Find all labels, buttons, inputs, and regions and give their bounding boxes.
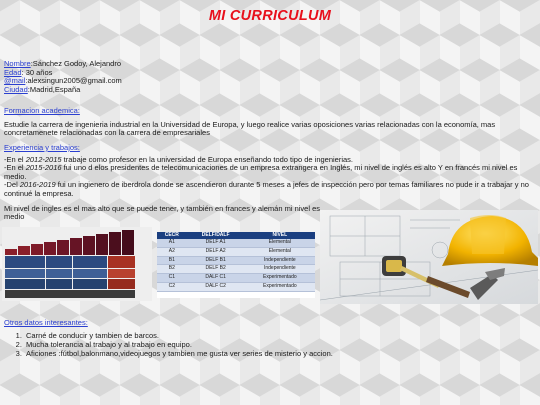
table-row <box>157 239 315 247</box>
table-cell: A2 <box>157 247 187 256</box>
table-cell: DALF C2 <box>187 282 245 291</box>
info-value: :Sánchez Godoy, Alejandro <box>30 59 122 68</box>
list-item: 2. Mucha tolerancia al trabajo y al trabajo en equipo. <box>24 340 333 349</box>
table-row <box>157 274 315 283</box>
work-item-text: fui uno d elos presidentes de telecomunicaciones de un empresa extrangera en Inglés, mi nivel de inglés es alto Y en francés mi nivel es medio. <box>4 163 518 181</box>
table-row <box>157 265 315 274</box>
table-cell: B1 <box>157 256 187 265</box>
work-item-text: trabaje como profesor en la universidad de Europa enseñando todo tipo de ingenierias. <box>61 155 354 164</box>
image-row <box>2 224 538 304</box>
personal-info <box>4 60 122 95</box>
table-header: NIVEL <box>245 232 315 239</box>
table-header: CECR <box>157 232 187 239</box>
info-value: :Madrid,España <box>27 85 81 95</box>
work-item-years: 2012-2015 <box>25 155 62 164</box>
work-item-prefix: -En el <box>4 163 26 173</box>
work-heading: Experiencia y trabajos: <box>4 143 80 152</box>
info-label: Edad <box>4 67 22 77</box>
table-cell: Independiente <box>245 265 315 274</box>
work-item-years: 2015-2016 <box>25 163 62 173</box>
table-cell: Elemental <box>245 239 315 247</box>
table-cell: C2 <box>157 282 187 291</box>
language-levels-image <box>2 227 152 301</box>
info-label: Nombre <box>4 59 31 68</box>
education-text: Estudie la carrera de ingenieria industrial en la Universidad de Europa, y luego realice varias oposiciones varias relacionadas con la economía, mas concretamenete relacionadas con la carrera de empresariales <box>4 120 496 138</box>
cefr-table <box>157 232 315 298</box>
page-title: MI CURRICULUM <box>208 8 332 24</box>
table-cell: B2 <box>157 265 187 274</box>
table-cell: Independiente <box>245 256 315 265</box>
engineering-photo <box>320 210 538 304</box>
table-header: DELF/DALF <box>187 232 245 239</box>
table-cell: DALF C1 <box>187 274 245 283</box>
table-cell: DELF B2 <box>187 265 245 274</box>
table-cell: Experimentado <box>245 274 315 283</box>
info-label: @mail <box>4 76 26 86</box>
education-heading: Formacion academica: <box>4 106 80 115</box>
table-cell: DELF A1 <box>187 239 245 247</box>
info-city <box>4 86 122 95</box>
table-cell: DELF B1 <box>187 256 245 265</box>
table-row <box>157 282 315 291</box>
work-item-prefix: -En el <box>4 155 26 164</box>
table-row <box>157 247 315 256</box>
other-heading: Otros datos interesantes: <box>4 318 88 327</box>
work-item <box>4 181 534 198</box>
list-item: 3. Aficiones :fútbol,balonmano,videojuegos y tambien me gusta ver series de misterio y accion. <box>24 349 333 358</box>
table-cell: C1 <box>157 274 187 283</box>
table-cell: Elemental <box>245 247 315 256</box>
languages-text: Mi nivel de ingles es el mas alto que se puede tener, y también en frances y alemán mi nivel es medio <box>4 204 321 222</box>
list-item: 1. Carné de conducir y tambien de barcos. <box>24 331 333 340</box>
work-item <box>4 164 534 181</box>
work-item-text: fui un ingienero de iberdrola donde se ascendieron durante 5 meses a jefes de inspección pero por temas familiares no pude ir a trabajar y no continué la empresa. <box>4 180 529 198</box>
table-cell: Experimentado <box>245 282 315 291</box>
table-cell: A1 <box>157 239 187 247</box>
table-row <box>157 256 315 265</box>
other-list <box>12 331 333 358</box>
info-label: Ciudad <box>4 85 28 95</box>
info-value: :alexsingun2005@gmail.com <box>25 76 122 86</box>
info-value: : 30 años <box>21 67 53 77</box>
work-item-prefix: -Del <box>4 180 20 190</box>
work-item-years: 2016-2019 <box>19 180 56 190</box>
work-list <box>4 156 534 198</box>
table-header-row <box>157 232 315 239</box>
table-cell: DELF A2 <box>187 247 245 256</box>
